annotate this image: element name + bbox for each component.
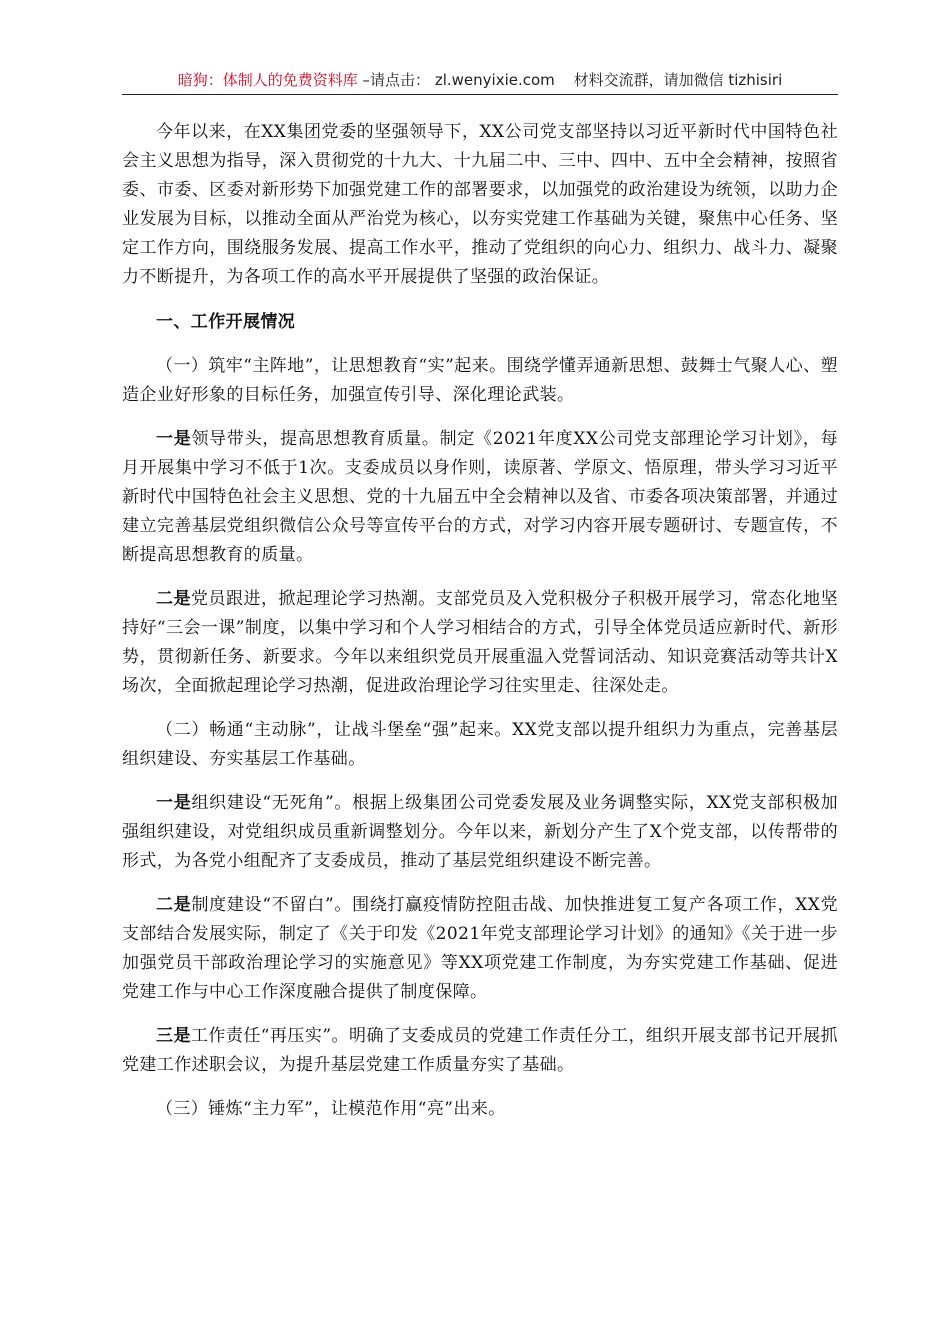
- point-paragraph-3: [122, 789, 838, 876]
- point-label-4: 二是: [156, 895, 192, 915]
- point-paragraph-1: [122, 425, 838, 570]
- section-heading: 一、工作开展情况: [156, 312, 296, 332]
- point-paragraph-4: [122, 891, 838, 1007]
- point-text-3: 组织建设“无死角”。根据上级集团公司党委发展及业务调整实际，XX党支部积极加强组织建设，对党组织成员重新调整划分。今年以来，新划分产生了X个党支部，以传帮带的形式，为各党小组配齐了支委成员，推动了基层党组织建设不断完善。: [122, 793, 838, 871]
- point-text-2: 党员跟进，掀起理论学习热潮。支部党员及入党积极分子积极开展学习，常态化地坚持好“三会一课”制度，以集中学习和个人学习相结合的方式，引导全体党员适应新时代、新形势，贯彻新任务、新要求。今年以来组织党员开展重温入党誓词活动、知识竞赛活动等共计X场次，全面掀起理论学习热潮，促进政治理论学习往实里走、往深处走。: [122, 589, 838, 696]
- subsection-1: （一）筑牢“主阵地”，让思想教育“实”起来。围绕学懂弄通新思想、鼓舞士气聚人心、塑造企业好形象的目标任务，加强宣传引导、深化理论武装。: [122, 356, 838, 405]
- point-label-2: 二是: [156, 589, 191, 609]
- subsection-3: （三）锤炼“主力军”，让模范作用“亮”出来。: [156, 1099, 506, 1119]
- document-body: [122, 118, 838, 1124]
- point-text-5: 工作责任“再压实”。明确了支委成员的党建工作责任分工，组织开展支部书记开展抓党建工作述职会议，为提升基层党建工作质量夯实了基础。: [122, 1026, 838, 1075]
- point-label-5: 三是: [156, 1026, 191, 1046]
- point-text-1: 领导带头，提高思想教育质量。制定《2021年度XX公司党支部理论学习计划》，每月开展集中学习不低于1次。支委成员以身作则，读原著、学原文、悟原理，带头学习习近平新时代中国特色社会主义思想、党的十九届五中全会精神以及省、市委各项决策部署，并通过建立完善基层党组织微信公众号等宣传平台的方式，对学习内容开展专题研讨、专题宣传，不断提高思想教育的质量。: [122, 429, 838, 565]
- point-label-3: 一是: [156, 793, 192, 813]
- point-label-1: 一是: [156, 429, 192, 449]
- header-link-prefix: –请点击：: [362, 71, 431, 89]
- intro-paragraph: 今年以来，在XX集团党委的坚强领导下，XX公司党支部坚持以习近平新时代中国特色社会主义思想为指导，深入贯彻党的十九大、十九届二中、三中、四中、五中全会精神，按照省委、市委、区委对新形势下加强党建工作的部署要求，以加强党的政治建设为统领，以助力企业发展为目标，以推动全面从严治党为核心，以夯实党建工作基础为关键，聚焦中心任务、坚定工作方向，围绕服务发展、提高工作水平，推动了党组织的向心力、组织力、战斗力、凝聚力不断提升，为各项工作的高水平开展提供了坚强的政治保证。: [122, 122, 838, 287]
- subsection-2: （二）畅通“主动脉”，让战斗堡垒“强”起来。XX党支部以提升组织力为重点，完善基层组织建设、夯实基层工作基础。: [122, 720, 838, 769]
- header-contact: 材料交流群，请加微信 tizhisiri: [573, 71, 783, 89]
- header-brand: 暗狗：体制人的免费资料库: [177, 71, 358, 89]
- point-paragraph-2: [122, 585, 838, 701]
- page-header: [122, 68, 838, 95]
- point-paragraph-5: [122, 1022, 838, 1080]
- header-url-link[interactable]: zl.wenyixie.com: [434, 71, 555, 89]
- point-text-4: 制度建设“不留白”。围绕打赢疫情防控阻击战、加快推进复工复产各项工作，XX党支部结合发展实际，制定了《关于印发《2021年党支部理论学习计划》的通知》《关于进一步加强党员干部政治理论学习的实施意见》等XX项党建工作制度，为夯实党建工作基础、促进党建工作与中心工作深度融合提供了制度保障。: [122, 895, 838, 1002]
